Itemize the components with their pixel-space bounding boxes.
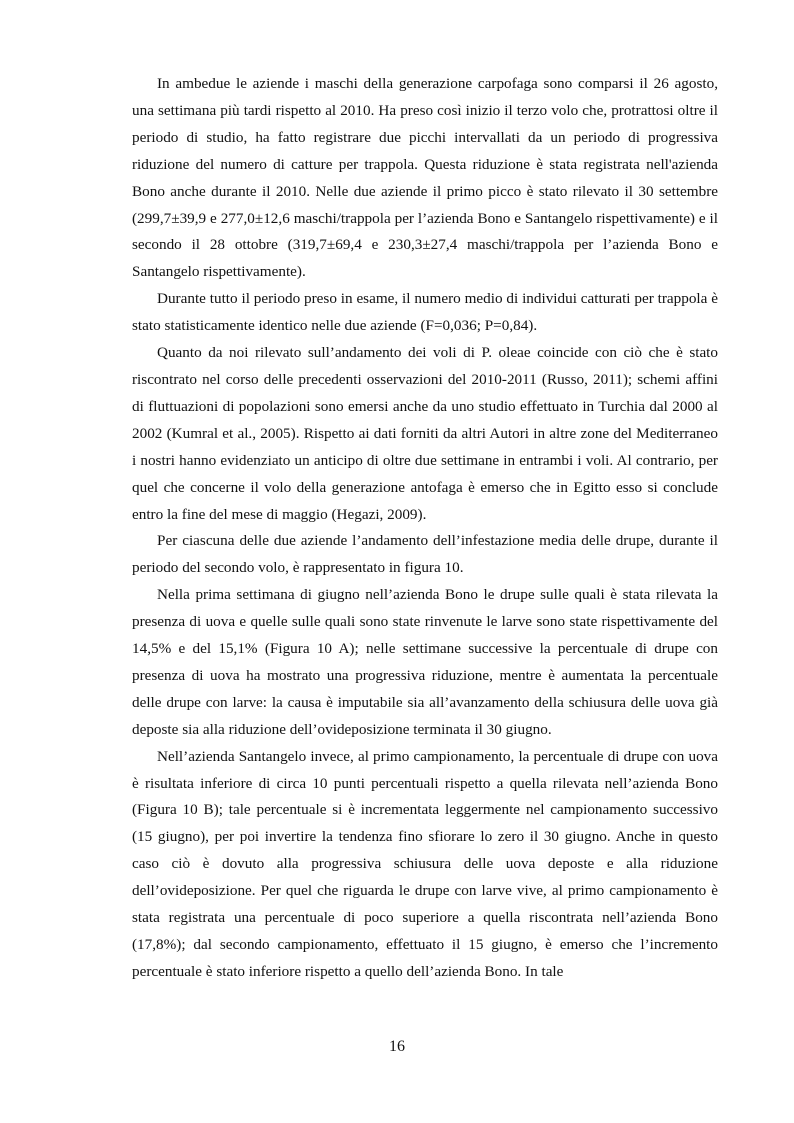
page-body bbox=[132, 71, 718, 986]
paragraph-figure-reference: Per ciascuna delle due aziende l’andamento dell’infestazione media delle drupe, durante il periodo del secondo volo, è rappresentato in figura 10. bbox=[132, 532, 718, 577]
paragraph-statistics: Durante tutto il periodo preso in esame, il numero medio di individui catturati per trappola è stato statisticamente identico nelle due aziende (F=0,036; P=0,84). bbox=[132, 290, 718, 335]
paragraph-flight-timing: In ambedue le aziende i maschi della generazione carpofaga sono comparsi il 26 agosto, una settimana più tardi rispetto al 2010. Ha preso così inizio il terzo volo che, protrattosi oltre il periodo di studio, ha fatto registrare due picchi intervallati da un periodo di progressiva riduzione del numero di catture per trappola. Questa riduzione è stata registrata nell'azienda Bono anche durante il 2010. Nelle due aziende il primo picco è stato rilevato il 30 settembre (299,7±39,9 e 277,0±12,6 maschi/trappola per l’azienda Bono e Santangelo rispettivamente) e il secondo il 28 ottobre (319,7±69,4 e 230,3±27,4 maschi/trappola per l’azienda Bono e Santangelo rispettivamente). bbox=[132, 75, 718, 281]
page-number: 16 bbox=[389, 1038, 405, 1055]
paragraph-literature-comparison: Quanto da noi rilevato sull’andamento dei voli di P. oleae coincide con ciò che è stato riscontrato nel corso delle precedenti osservazioni del 2010-2011 (Russo, 2011); schemi affini di fluttuazioni di popolazioni sono emersi anche da uno studio effettuato in Turchia dal 2000 al 2002 (Kumral et al., 2005). Rispetto ai dati forniti da altri Autori in altre zone del Mediterraneo i nostri hanno evidenziato un anticipo di oltre due settimane in entrambi i voli. Al contrario, per quel che concerne il volo della generazione antofaga è emerso che in Egitto esso si conclude entro la fine del mese di maggio (Hegazi, 2009). bbox=[132, 344, 718, 523]
paragraph-bono-infestation: Nella prima settimana di giugno nell’azienda Bono le drupe sulle quali è stata rilevata la presenza di uova e quelle sulle quali sono state rinvenute le larve sono state rispettivamente del 14,5% e del 15,1% (Figura 10 A); nelle settimane successive la percentuale di drupe con presenza di uova ha mostrato una progressiva riduzione, mentre è aumentata la percentuale delle drupe con larve: la causa è imputabile sia all’avanzamento della schiusura delle uova già deposte sia alla riduzione dell’ovideposizione terminata il 30 giugno. bbox=[132, 586, 718, 738]
paragraph-santangelo-infestation: Nell’azienda Santangelo invece, al primo campionamento, la percentuale di drupe con uova è risultata inferiore di circa 10 punti percentuali rispetto a quella rilevata nell’azienda Bono (Figura 10 B); tale percentuale si è incrementata leggermente nel campionamento successivo (15 giugno), per poi invertire la tendenza fino sfiorare lo zero il 30 giugno. Anche in questo caso ciò è dovuto alla progressiva schiusura delle uova deposte e alla riduzione dell’ovideposizione. Per quel che riguarda le drupe con larve vive, al primo campionamento è stata registrata una percentuale di poco superiore a quella riscontrata nell’azienda Bono (17,8%); dal secondo campionamento, effettuato il 15 giugno, è emerso che l’incremento percentuale è stato inferiore rispetto a quello dell’azienda Bono. In tale bbox=[132, 747, 718, 980]
